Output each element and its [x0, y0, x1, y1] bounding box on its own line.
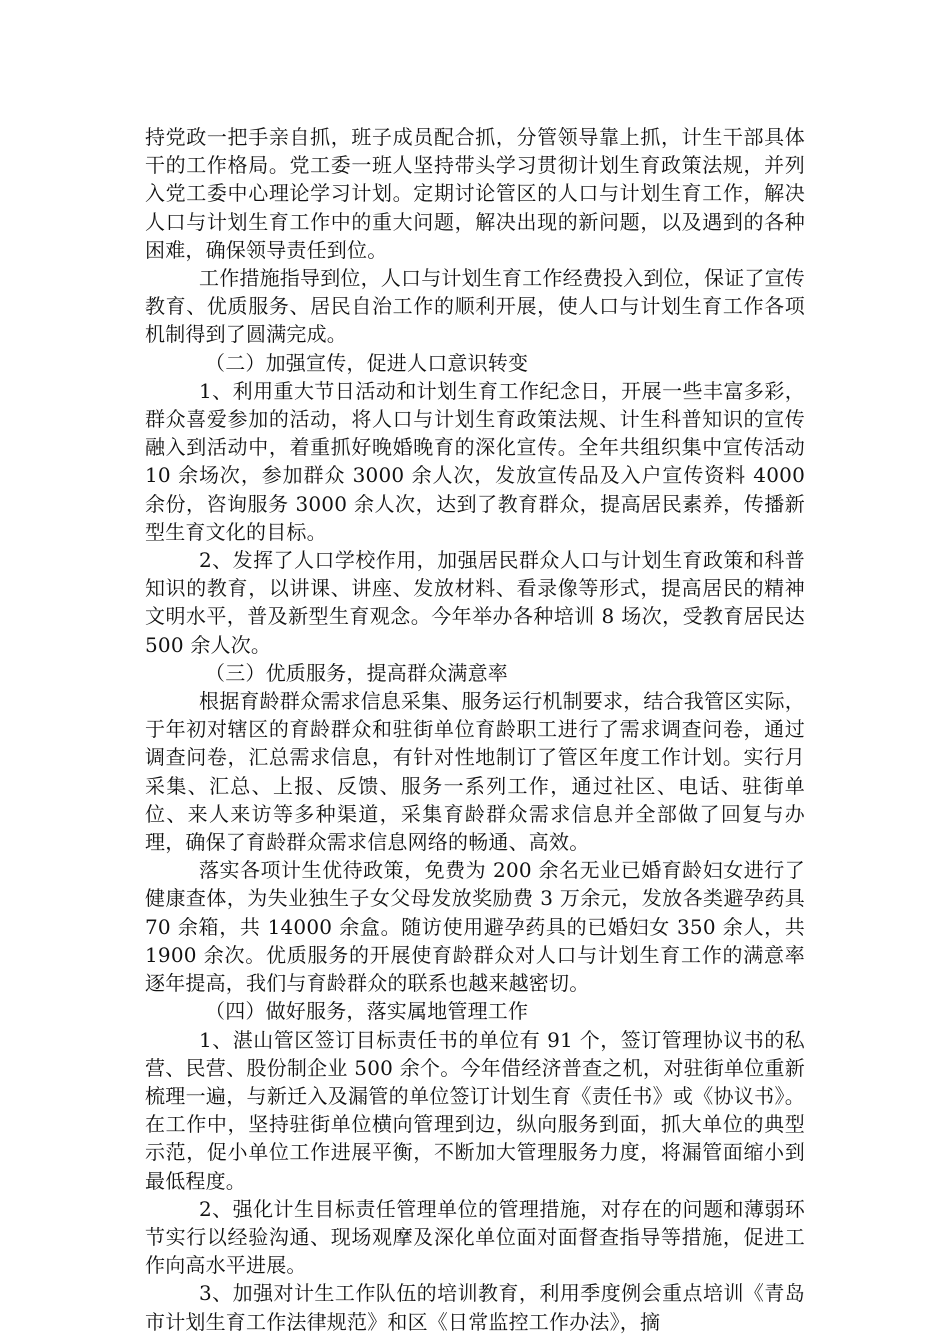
section-heading-4: （四）做好服务，落实属地管理工作	[205, 999, 529, 1024]
section-heading-2: （二）加强宣传，促进人口意识转变	[205, 350, 529, 375]
paragraph-5: 根据育龄群众需求信息采集、服务运行机制要求，结合我管区实际，于年初对辖区的育龄群众和驻街单位育龄职工进行了需求调查问卷，通过调查问卷，汇总需求信息，有针对性地制订了管区年度工作计划。实行月采集、汇总、上报、反馈、服务一系列工作，通过社区、电话、驻街单位、来人来访等多种渠道，采集育龄群众需求信息并全部做了回复与办理，确保了育龄群众需求信息网络的畅通、高效。	[145, 689, 805, 855]
section-heading-3: （三）优质服务，提高群众满意率	[205, 660, 508, 685]
paragraph-4: 2、发挥了人口学校作用，加强居民群众人口与计划生育政策和科普知识的教育，以讲课、讲座、发放材料、看录像等形式，提高居民的精神文明水平，普及新型生育观念。今年举办各种培训 8 场次，受教育居民达 500 余人次。	[145, 548, 805, 657]
paragraph-7: 1、湛山管区签订目标责任书的单位有 91 个，签订管理协议书的私营、民营、股份制企业 500 余个。今年借经济普查之机，对驻街单位重新梳理一遍，与新迁入及漏管的单位签订计划生育《责任书》或《协议书》。在工作中，坚持驻街单位横向管理到边，纵向服务到面，抓大单位的典型示范，促小单位工作进展平衡，不断加大管理服务力度，将漏管面缩小到最低程度。	[145, 1027, 805, 1193]
paragraph-1: 持党政一把手亲自抓，班子成员配合抓，分管领导靠上抓，计生干部具体干的工作格局。党工委一班人坚持带头学习贯彻计划生育政策法规，并列入党工委中心理论学习计划。定期讨论管区的人口与计划生育工作，解决人口与计划生育工作中的重大问题，解决出现的新问题，以及遇到的各种困难，确保领导责任到位。	[145, 125, 805, 262]
paragraph-3: 1、利用重大节日活动和计划生育工作纪念日，开展一些丰富多彩，群众喜爱参加的活动，将人口与计划生育政策法规、计生科普知识的宣传融入到活动中，着重抓好晚婚晚育的深化宣传。全年共组织集中宣传活动 10 余场次，参加群众 3000 余人次，发放宣传品及入户宣传资料 4000 余份，咨询服务 3000 余人次，达到了教育群众，提高居民素养，传播新型生育文化的目标。	[145, 378, 805, 544]
paragraph-2: 工作措施指导到位，人口与计划生育工作经费投入到位，保证了宣传教育、优质服务、居民自治工作的顺利开展，使人口与计划生育工作各项机制得到了圆满完成。	[145, 266, 805, 347]
paragraph-9: 3、加强对计生工作队伍的培训教育，利用季度例会重点培训《青岛市计划生育工作法律规范》和区《日常监控工作办法》，摘	[145, 1281, 805, 1334]
document-page	[145, 123, 805, 1336]
paragraph-8: 2、强化计生目标责任管理单位的管理措施，对存在的问题和薄弱环节实行以经验沟通、现场观摩及深化单位面对面督查指导等措施，促进工作向高水平进展。	[145, 1196, 805, 1278]
paragraph-6: 落实各项计生优待政策，免费为 200 余名无业已婚育龄妇女进行了健康查体，为失业独生子女父母发放奖励费 3 万余元，发放各类避孕药具 70 余箱，共 14000 余盒。随访使用避孕药具的已婚妇女 350 余人，共 1900 余次。优质服务的开展使育龄群众对人口与计划生育工作的满意率逐年提高，我们与育龄群众的联系也越来越密切。	[145, 858, 805, 996]
